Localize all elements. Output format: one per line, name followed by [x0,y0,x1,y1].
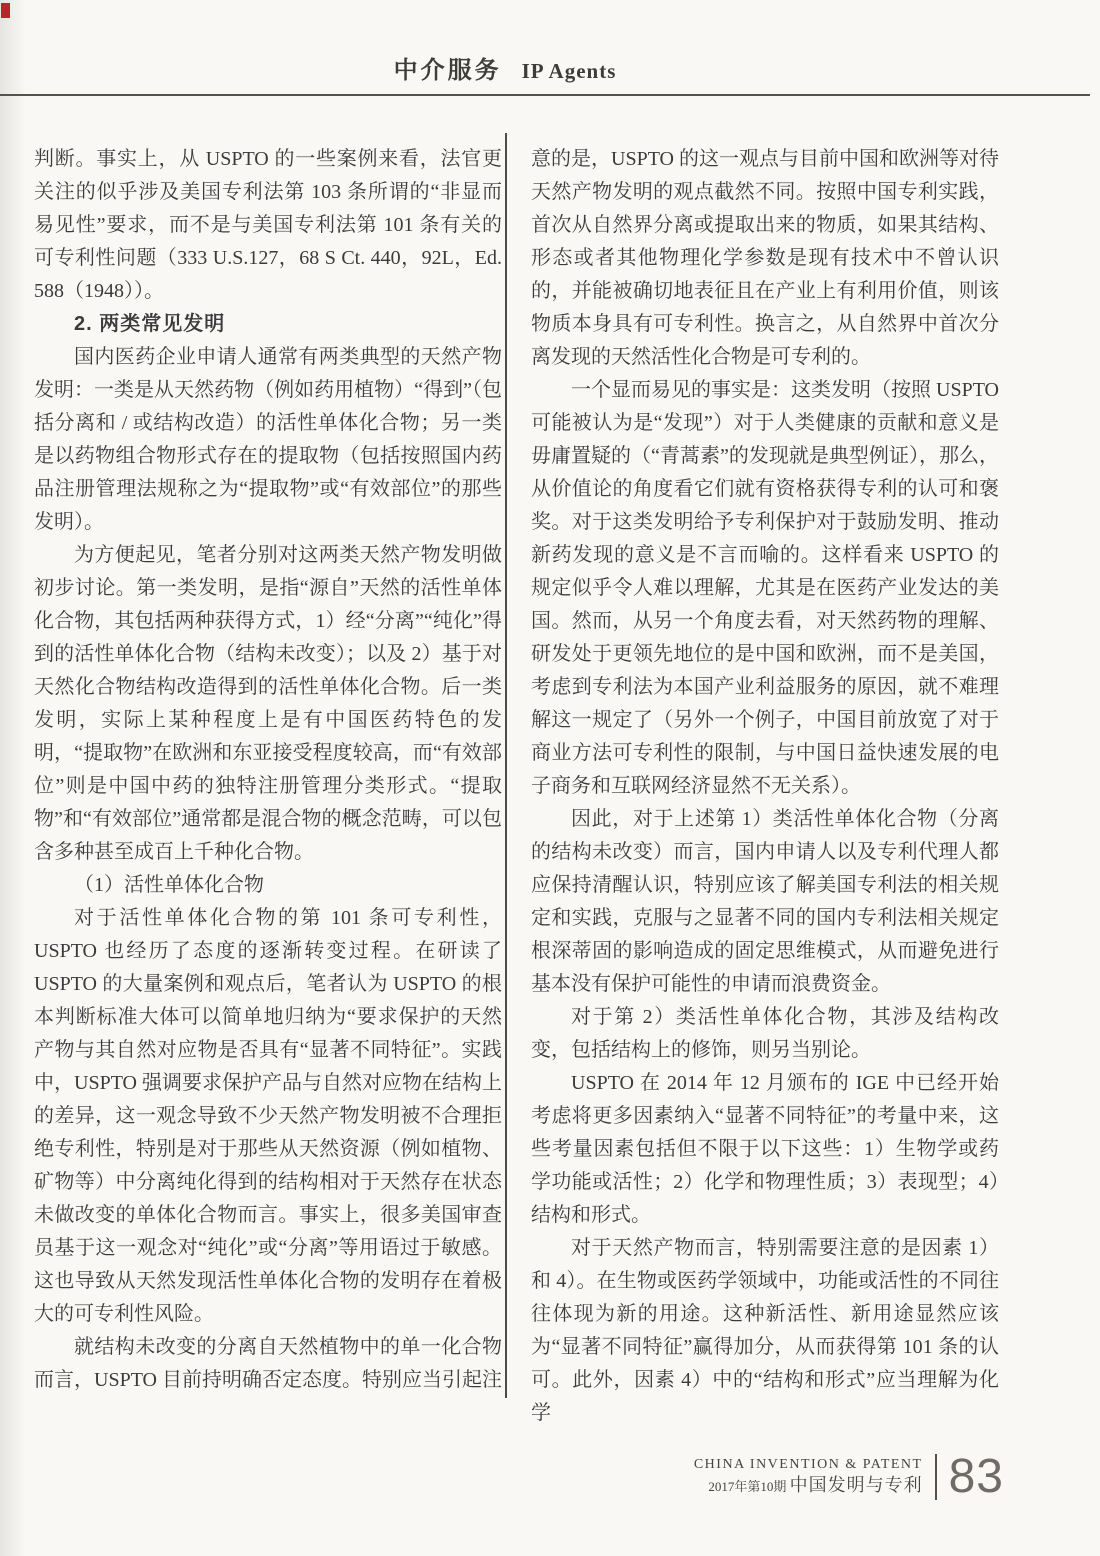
journal-identity [694,1456,923,1498]
paragraph-left-4: 对于活性单体化合物的第 101 条可专利性，USPTO 也经历了态度的逐渐转变过程。在研读了 USPTO 的大量案例和观点后，笔者认为 USPTO 的根本判断标准大体可以简单地归纳为“要求保护的天然产物与其自然对应物是否具有“显著不同特征”。实践中，USPTO 强调要求保护产品与自然对应物在结构上的差异，这一观念导致不少天然产物发明被不合理拒绝专利性，特别是对于那些从天然资源（例如植物、矿物等）中分离纯化得到的结构相对于天然存在状态未做改变的单体化合物而言。事实上，很多美国审查员基于这一观念对“纯化”或“分离”等用语过于敏感。这也导致从天然发现活性单体化合物的发明存在着极大的可专利性风险。 [34,907,502,1325]
subheading-active-monomer: （1）活性单体化合物 [74,874,264,896]
right-column [531,143,999,1430]
journal-name-en: CHINA INVENTION & PATENT [693,1456,923,1472]
left-column [34,143,502,1397]
paragraph-right-5: USPTO 在 2014 年 12 月颁布的 IGE 中已经开始考虑将更多因素纳入“显著不同特征”的考量中来，这些考量因素包括但不限于以下这些：1）生物学或药学功能或活性；2）化学和物理性质；3）表现型；4）结构和形式。 [531,1072,999,1226]
page-footer [694,1449,1004,1504]
paragraph-left-5: 就结构未改变的分离自天然植物中的单一化合物而言，USPTO 目前持明确否定态度。特别应当引起注 [34,1336,502,1391]
journal-issue-line [694,1474,923,1497]
paragraph-right-2: 一个显而易见的事实是：这类发明（按照 USPTO 可能被认为是“发现”）对于人类健康的贡献和意义是毋庸置疑的（“青蒿素”的发现就是典型例证），那么，从价值论的角度看它们就有资格获得专利的认可和褒奖。对于这类发明给予专利保护对于鼓励发明、推动新药发现的意义是不言而喻的。这样看来 USPTO 的规定似乎令人难以理解，尤其是在医药产业发达的美国。然而，从另一个角度去看，对天然药物的理解、研发处于更领先地位的是中国和欧洲，而不是美国，考虑到专利法为本国产业利益服务的原因，就不难理解这一规定了（另外一个例子，中国目前放宽了对于商业方法可专利性的限制，与中国日益快速发展的电子商务和互联网经济显然不无关系）。 [531,379,999,797]
page-number: 83 [948,1450,1004,1503]
paragraph-right-6: 对于天然产物而言，特别需要注意的是因素 1）和 4）。在生物或医药学领域中，功能或活性的不同往往体现为新的用途。这种新活性、新用途显然应该为“显著不同特征”赢得加分，从而获得第 101 条的认可。此外，因素 4）中的“结构和形式”应当理解为化学 [531,1237,999,1424]
paragraph-left-2: 国内医药企业申请人通常有两类典型的天然产物发明：一类是从天然药物（例如药用植物）“得到”（包括分离和 / 或结构改造）的活性单体化合物；另一类是以药物组合物形式存在的提取物（包括按照国内药品注册管理法规称之为“提取物”或“有效部位”的那些发明）。 [34,346,502,533]
issue-label: 2017年第10期 [708,1478,787,1494]
column-divider [505,133,507,1398]
paragraph-right-4: 对于第 2）类活性单体化合物，其涉及结构改变，包括结构上的修饰，则另当别论。 [531,1006,999,1061]
header-rule [0,94,1090,96]
paragraph-right-1: 意的是，USPTO 的这一观点与目前中国和欧洲等对待天然产物发明的观点截然不同。按照中国专利实践，首次从自然界分离或提取出来的物质，如果其结构、形态或者其他物理化学参数是现有技术中不曾认识的，并能被确切地表征且在产业上有利用价值，则该物质本身具有可专利性。换言之，从自然界中首次分离发现的天然活性化合物是可专利的。 [531,148,999,368]
footer-divider-bar [935,1454,937,1500]
page-header [0,50,1010,85]
paragraph-left-1: 判断。事实上，从 USPTO 的一些案例来看，法官更关注的似乎涉及美国专利法第 103 条所谓的“非显而易见性”要求，而不是与美国专利法第 101 条有关的可专利性问题（333 U.S.127，68 S Ct. 440，92L，Ed. 588（1948））。 [34,148,502,302]
section-heading-two-types: 2. 两类常见发明 [74,313,226,335]
journal-name-zh: 中国发明与专利 [789,1474,923,1495]
red-corner-mark [1,3,10,18]
section-title-zh: 中介服务 [393,57,502,84]
paragraph-left-3: 为方便起见，笔者分别对这两类天然产物发明做初步讨论。第一类发明，是指“源自”天然的活性单体化合物，其包括两种获得方式，1）经“分离”“纯化”得到的活性单体化合物（结构未改变）；以及 2）基于对天然化合物结构改造得到的活性单体化合物。后一类发明，实际上某种程度上是有中国医药特色的发明，“提取物”在欧洲和东亚接受程度较高，而“有效部位”则是中国中药的独特注册管理分类形式。“提取物”和“有效部位”通常都是混合物的概念范畴，可以包含多种甚至成百上千种化合物。 [34,544,502,863]
paragraph-right-3: 因此，对于上述第 1）类活性单体化合物（分离的结构未改变）而言，国内申请人以及专利代理人都应保持清醒认识，特别应该了解美国专利法的相关规定和实践，克服与之显著不同的国内专利法相关规定根深蒂固的影响造成的固定思维模式，从而避免进行基本没有保护可能性的申请而浪费资金。 [531,808,999,995]
section-title-en: IP Agents [521,59,617,83]
